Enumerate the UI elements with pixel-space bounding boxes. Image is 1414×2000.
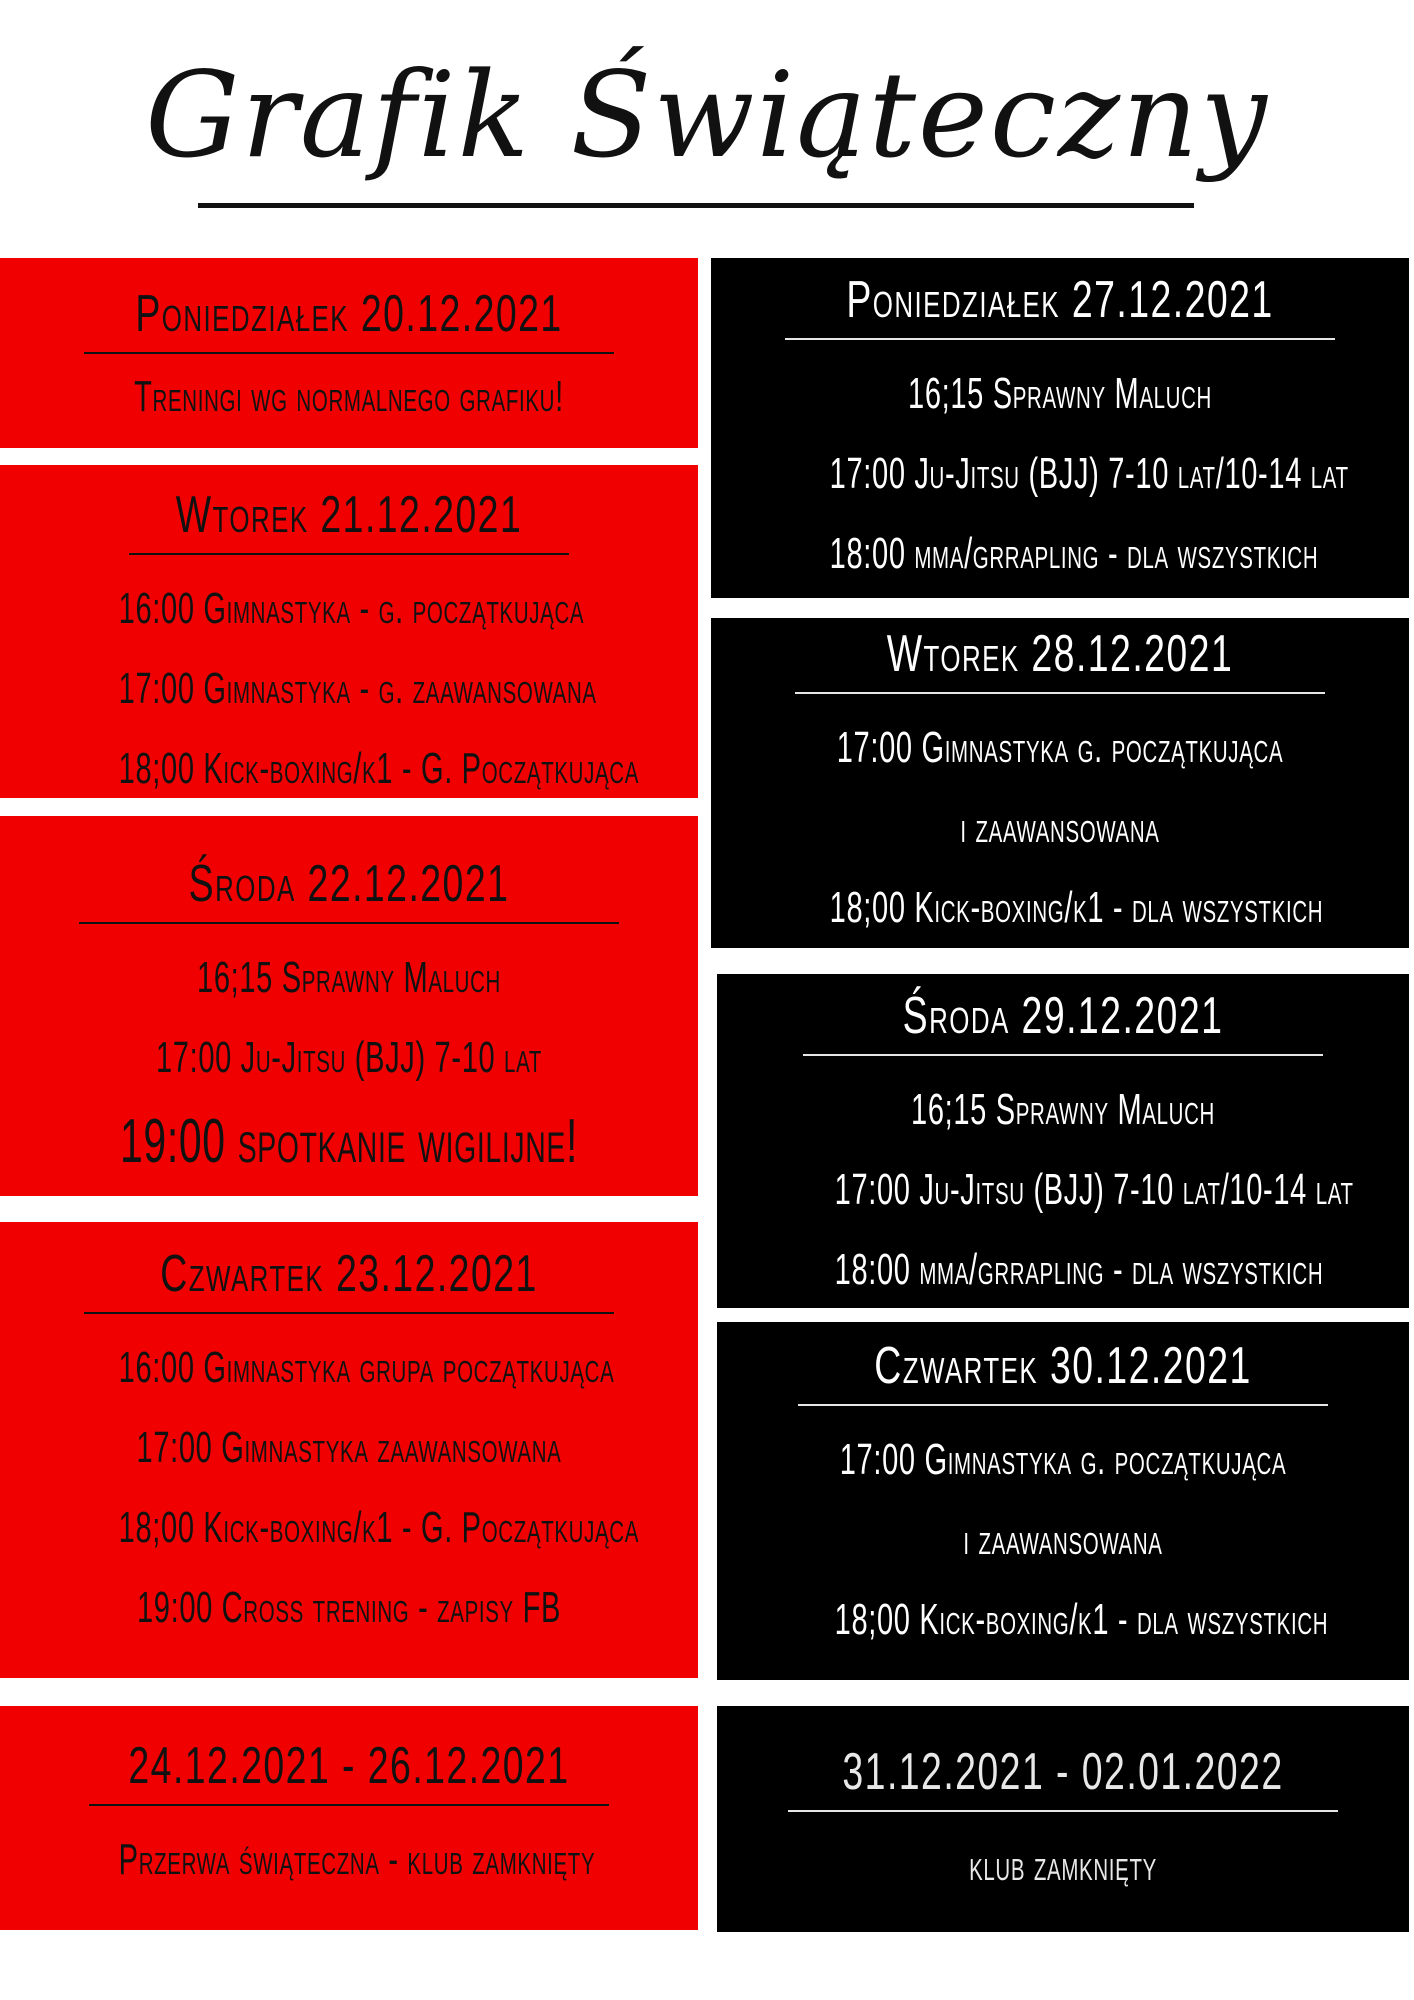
- closure-card-right: [717, 1706, 1409, 1932]
- day-date: Czwartek 23.12.2021: [160, 1245, 538, 1303]
- schedule-line: 17:00 Ju-Jitsu (BJJ) 7-10 lat/10-14 lat: [834, 1165, 1354, 1214]
- schedule-line: 16:00 Gimnastyka grupa początkująca: [118, 1343, 615, 1392]
- closure-note: Przerwa świąteczna - klub zamknięty: [118, 1835, 596, 1884]
- date-underline: [84, 1312, 614, 1314]
- day-date: Poniedziałek 20.12.2021: [135, 285, 563, 343]
- schedule-line: i zaawansowana: [963, 1515, 1163, 1564]
- day-card-wed-29: [717, 974, 1409, 1308]
- day-date: Środa 22.12.2021: [188, 855, 510, 913]
- schedule-line: 17:00 Gimnastyka g. początkująca: [839, 1435, 1287, 1484]
- schedule-line: 18;00 Kick-boxing/k1 - dla wszystkich: [829, 883, 1324, 932]
- day-date: Wtorek 28.12.2021: [886, 625, 1234, 683]
- schedule-line: 17:00 Ju-Jitsu (BJJ) 7-10 lat/10-14 lat: [829, 449, 1349, 498]
- date-underline: [79, 922, 619, 924]
- schedule-line-highlight: 19:00 spotkanie wigilijne!: [119, 1107, 579, 1176]
- day-date: Czwartek 30.12.2021: [874, 1337, 1252, 1395]
- schedule-line: 18:00 mma/grrapling - dla wszystkich: [834, 1245, 1324, 1294]
- page-title: Grafik Świąteczny: [145, 46, 1269, 184]
- schedule-line: i zaawansowana: [960, 803, 1160, 852]
- day-card-mon-20: [0, 258, 698, 448]
- schedule-line: 18;00 Kick-boxing/k1 - G. Początkująca: [118, 1503, 640, 1552]
- title-underline: [198, 203, 1194, 208]
- day-date: Poniedziałek 27.12.2021: [846, 271, 1274, 329]
- closure-dates: 31.12.2021 - 02.01.2022: [842, 1743, 1284, 1801]
- date-underline: [803, 1054, 1323, 1056]
- schedule-line: 16:00 Gimnastyka - g. początkująca: [118, 584, 585, 633]
- day-date: Środa 29.12.2021: [902, 987, 1224, 1045]
- day-card-mon-27: [711, 258, 1409, 598]
- day-card-tue-21: [0, 465, 698, 798]
- date-underline: [89, 1804, 609, 1806]
- date-underline: [785, 338, 1335, 340]
- date-underline: [84, 352, 614, 354]
- day-card-thu-30: [717, 1322, 1409, 1680]
- closure-card-left: [0, 1706, 698, 1930]
- schedule-line: 18;00 Kick-boxing/k1 - dla wszystkich: [834, 1595, 1329, 1644]
- schedule-line: 16;15 Sprawny Maluch: [911, 1085, 1215, 1134]
- schedule-line: Treningi wg normalnego grafiku!: [134, 372, 564, 421]
- date-underline: [129, 553, 569, 555]
- day-card-wed-22: [0, 816, 698, 1196]
- schedule-line: 17:00 Ju-Jitsu (BJJ) 7-10 lat: [155, 1033, 543, 1082]
- closure-note: klub zamknięty: [969, 1841, 1157, 1890]
- schedule-line: 19:00 Cross trening - zapisy FB: [136, 1583, 562, 1632]
- schedule-line: 18;00 Kick-boxing/k1 - G. Początkująca: [118, 744, 640, 793]
- closure-dates: 24.12.2021 - 26.12.2021: [128, 1737, 570, 1795]
- schedule-line: 18:00 mma/grrapling - dla wszystkich: [829, 529, 1319, 578]
- schedule-line: 17:00 Gimnastyka zaawansowana: [136, 1423, 562, 1472]
- day-card-thu-23: [0, 1222, 698, 1678]
- date-underline: [795, 692, 1325, 694]
- schedule-line: 16;15 Sprawny Maluch: [908, 369, 1212, 418]
- schedule-line: 17:00 Gimnastyka - g. zaawansowana: [118, 664, 597, 713]
- date-underline: [798, 1404, 1328, 1406]
- day-date: Wtorek 21.12.2021: [175, 486, 523, 544]
- day-card-tue-28: [711, 618, 1409, 948]
- date-underline: [788, 1810, 1338, 1812]
- schedule-line: 16;15 Sprawny Maluch: [197, 953, 501, 1002]
- schedule-line: 17:00 Gimnastyka g. początkująca: [836, 723, 1284, 772]
